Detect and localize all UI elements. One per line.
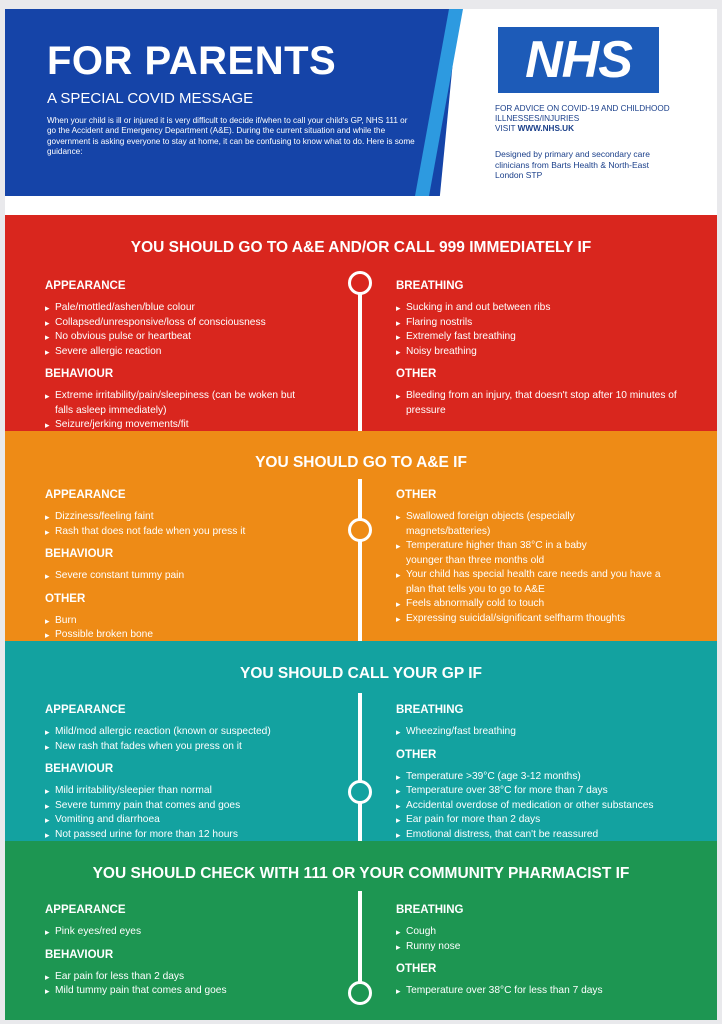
left-column <box>45 279 365 433</box>
list-item: ▸ Noisy breathing <box>396 345 716 360</box>
list-item: ▸ Temperature higher than 38°C in a baby younger than three months old <box>396 539 621 568</box>
list-item: ▸ Severe tummy pain that comes and goes <box>45 799 365 814</box>
category-heading: BREATHING <box>396 704 464 716</box>
category-heading: APPEARANCE <box>45 704 126 716</box>
list-item: ▸ Burn <box>45 614 365 629</box>
list-item: ▸ New rash that fades when you press on it <box>45 740 365 755</box>
list-item: ▸ Temperature >39°C (age 3-12 months) <box>396 770 716 785</box>
section-title: YOU SHOULD GO TO A&E IF <box>255 454 467 471</box>
category-heading: OTHER <box>396 963 437 975</box>
list-item: ▸ Cough <box>396 925 716 940</box>
section-999 <box>5 215 717 431</box>
list-item: ▸ Not passed urine for more than 12 hours <box>45 828 365 843</box>
list-item: ▸ Rash that does not fade when you press it <box>45 525 365 540</box>
list-item: ▸ Possible broken bone <box>45 628 365 643</box>
list-item: ▸ Severe constant tummy pain <box>45 569 365 584</box>
advice-text <box>495 104 675 135</box>
category-heading: OTHER <box>45 592 86 605</box>
right-column <box>396 903 716 999</box>
category-heading: OTHER <box>396 748 437 761</box>
list-item: ▸ Pale/mottled/ashen/blue colour <box>45 301 365 316</box>
nhs-website-link[interactable]: WWW.NHS.UK <box>517 124 575 134</box>
list-item: ▸ Pink eyes/red eyes <box>45 925 365 940</box>
list-item: ▸ No obvious pulse or heartbeat <box>45 330 365 345</box>
list-item: ▸ Mild tummy pain that comes and goes <box>45 984 365 999</box>
list-item: ▸ Wheezing/fast breathing <box>396 725 716 740</box>
right-column <box>396 279 716 418</box>
list-item: ▸ Extreme irritability/pain/sleepiness (can be woken but falls asleep immediately) <box>45 389 315 418</box>
section-title: YOU SHOULD CALL YOUR GP IF <box>240 665 482 682</box>
list-item: ▸ Bleeding from an injury, that doesn't stop after 10 minutes of pressure <box>396 389 681 418</box>
category-heading: OTHER <box>396 368 437 380</box>
page-subtitle: A SPECIAL COVID MESSAGE <box>47 90 254 107</box>
list-item: ▸ Dizziness/feeling faint <box>45 510 365 525</box>
list-item: ▸ Mild/mod allergic reaction (known or suspected) <box>45 725 365 740</box>
list-item: ▸ Accidental overdose of medication or other substances <box>396 799 716 814</box>
nhs-logo-text: NHS <box>525 31 632 89</box>
list-item: ▸ Your child has special health care needs and you have a plan that tells you to go to A&E <box>396 568 676 597</box>
category-heading: BREATHING <box>396 904 464 916</box>
section-111 <box>5 841 717 1020</box>
list-item: ▸ Temperature over 38°C for more than 7 days <box>396 784 716 799</box>
list-item: ▸ Flaring nostrils <box>396 316 716 331</box>
list-item: ▸ Extremely fast breathing <box>396 330 716 345</box>
category-heading: BREATHING <box>396 280 464 292</box>
nhs-logo <box>498 27 659 93</box>
page-title: FOR PARENTS <box>47 39 337 83</box>
category-heading: APPEARANCE <box>45 280 126 292</box>
visit-prefix: VISIT <box>495 124 518 134</box>
category-heading: OTHER <box>396 489 437 501</box>
list-item: ▸ Severe allergic reaction <box>45 345 365 360</box>
category-heading: BEHAVIOUR <box>45 763 114 775</box>
left-column <box>45 903 365 999</box>
list-item: ▸ Vomiting and diarrhoea <box>45 813 365 828</box>
list-item: ▸ Mild irritability/sleepier than normal <box>45 784 365 799</box>
list-item: ▸ Collapsed/unresponsive/loss of consciousness <box>45 316 365 331</box>
list-item: ▸ Seizure/jerking movements/fit <box>45 418 365 433</box>
left-column <box>45 488 365 643</box>
category-heading: APPEARANCE <box>45 904 126 916</box>
category-heading: APPEARANCE <box>45 489 126 501</box>
intro-text: When your child is ill or injured it is very difficult to decide if/when to call your child's GP, NHS 111 or go the Accident and Emergency Department (A&E). During the current situation and while the government is asking everyone to stay at home, it can be confusing to know what to do. Here is some guidance: <box>47 116 415 157</box>
section-ae <box>5 431 717 641</box>
right-column <box>396 703 716 842</box>
list-item: ▸ Expressing suicidal/significant selfharm thoughts <box>396 612 716 627</box>
list-item: ▸ Temperature over 38°C for less than 7 days <box>396 984 716 999</box>
list-item: ▸ Emotional distress, that can't be reassured <box>396 828 716 843</box>
category-heading: BEHAVIOUR <box>45 948 114 961</box>
section-title: YOU SHOULD CHECK WITH 111 OR YOUR COMMUNITY PHARMACIST IF <box>92 865 630 882</box>
right-column <box>396 488 716 626</box>
list-item: ▸ Feels abnormally cold to touch <box>396 597 716 612</box>
section-gp <box>5 641 717 841</box>
list-item: ▸ Sucking in and out between ribs <box>396 301 716 316</box>
category-heading: BEHAVIOUR <box>45 548 114 560</box>
list-item: ▸ Runny nose <box>396 940 716 955</box>
credit-text: Designed by primary and secondary care clinicians from Barts Health & North-East London STP <box>495 149 650 181</box>
list-item: ▸ Ear pain for less than 2 days <box>45 970 365 985</box>
section-title: YOU SHOULD GO TO A&E AND/OR CALL 999 IMMEDIATELY IF <box>130 239 592 256</box>
header <box>5 9 717 215</box>
category-heading: BEHAVIOUR <box>45 368 114 380</box>
list-item: ▸ Swallowed foreign objects (especially magnets/batteries) <box>396 510 606 539</box>
left-column <box>45 703 365 842</box>
poster <box>5 9 717 1020</box>
list-item: ▸ Ear pain for more than 2 days <box>396 813 716 828</box>
advice-label: FOR ADVICE ON COVID-19 AND CHILDHOOD ILLNESSES/INJURIES <box>495 104 670 124</box>
